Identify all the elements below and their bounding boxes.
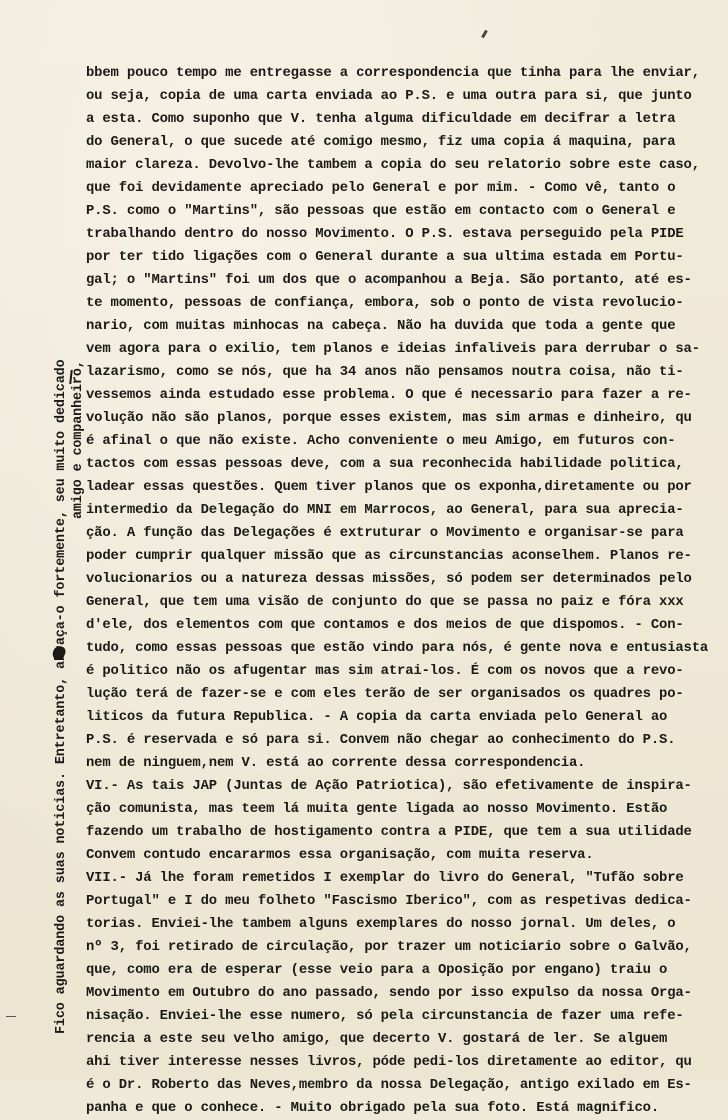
body-line: Movimento em Outubro do ano passado, sendo por isso expulso da nossa Orga- <box>86 985 692 1001</box>
body-line: é politico não os afugentar mas sim atrai-los. É com os novos que a revo- <box>86 663 684 679</box>
body-line: nem de ninguem,nem V. está ao corrente dessa correspondencia. <box>86 755 586 771</box>
margin-closing-note <box>54 44 87 1034</box>
body-line: liticos da futura Republica. - A copia da carta enviada pelo General ao <box>86 709 668 725</box>
body-line: a esta. Como suponho que V. tenha alguma dificuldade em decifrar a letra <box>86 111 676 127</box>
body-line: do General, o que sucede até comigo mesmo, fiz uma copia á maquina, para <box>86 134 676 150</box>
body-line: P.S. é reservada e só para si. Convem não chegar ao conhecimento do P.S. <box>86 732 676 748</box>
body-line: intermedio da Delegação do MNI em Marrocos, ao General, para sua aprecia- <box>86 502 684 518</box>
body-line: vem agora para o exilio, tem planos e ideias infaliveis para derrubar o sa- <box>86 341 700 357</box>
body-line: tudo, como essas pessoas que estão vindo para nós, é gente nova e entusiasta <box>86 640 709 656</box>
body-line: torias. Enviei-lhe tambem alguns exemplares do nosso jornal. Um deles, o <box>86 916 676 932</box>
body-line: nisação. Enviei-lhe esse numero, só pela circunstancia de fazer uma refe- <box>86 1008 684 1024</box>
body-line: nario, com muitas minhocas na cabeça. Não ha duvida que toda a gente que <box>86 318 676 334</box>
body-line: ahi tiver interesse nesses livros, póde pedi-los diretamente ao editor, qu <box>86 1054 692 1070</box>
margin-note-line-1: Fico aguardando as suas noticias. Entretanto, abraça-o fortemente, seu muito dedicado <box>54 359 69 1034</box>
body-line: fazendo um trabalho de hostigamento contra a PIDE, que tem a sua utilidade <box>86 824 692 840</box>
body-line: ção comunista, mas teem lá muita gente ligada ao nosso Movimento. Estão <box>86 801 668 817</box>
body-line: poder cumprir qualquer missão que as circunstancias aconselhem. Planos re- <box>86 548 692 564</box>
body-line: volucionarios ou a natureza dessas missões, só podem ser determinados pelo <box>86 571 692 587</box>
body-line: d'ele, dos elementos com que contamos e dos meios de que dispomos. - Con- <box>86 617 684 633</box>
letter-body <box>86 62 726 1120</box>
body-line: P.S. como o "Martins", são pessoas que estão em contacto com o General e <box>86 203 676 219</box>
body-line: ção. A função das Delegações é extruturar o Movimento e organisar-se para <box>86 525 684 541</box>
body-line: Portugal" e I do meu folheto "Fascismo Iberico", com as respetivas dedica- <box>86 893 692 909</box>
body-line: lazarismo, como se nós, que ha 34 anos não pensamos noutra coisa, não ti- <box>86 364 684 380</box>
body-line: VII.- Já lhe foram remetidos I exemplar do livro do General, "Tufão sobre <box>86 870 684 886</box>
body-line: panha e que o conhece. - Muito obrigado pela sua foto. Está magnifico. <box>86 1100 660 1116</box>
body-line: gal; o "Martins" foi um dos que o acompanhou a Beja. São portanto, até es- <box>86 272 692 288</box>
body-line: rencia a este seu velho amigo, que decerto V. gostará de ler. Se alguem <box>86 1031 668 1047</box>
edge-dash-mark <box>6 1016 16 1017</box>
body-line: volução não são planos, porque esses existem, mas sim armas e dinheiro, qu <box>86 410 692 426</box>
body-line: por ter tido ligações com o General durante a sua ultima estada em Portu- <box>86 249 684 265</box>
body-line: nº 3, foi retirado de circulação, por trazer um noticiario sobre o Galvão, <box>86 939 692 955</box>
body-line: que, como era de esperar (esse veio para a Oposição por engano) traiu o <box>86 962 668 978</box>
body-line: lução terá de fazer-se e com eles terão de ser organisados os quadres po- <box>86 686 684 702</box>
margin-note-line-2: amigo e companheiro, <box>70 360 86 519</box>
body-line: vessemos ainda estudado esse problema. O que é necessario para fazer a re- <box>86 387 692 403</box>
body-line: ou seja, copia de uma carta enviada ao P.S. e uma outra para si, que junto <box>86 88 692 104</box>
body-line: General, que tem uma visão de conjunto do que se passa no paiz e fóra xxx <box>86 594 684 610</box>
body-line: ladear essas questões. Quem tiver planos que os exponha,diretamente ou por <box>86 479 692 495</box>
body-line: Convem contudo encararmos essa organisação, com muita reserva. <box>86 847 594 863</box>
body-line: é o Dr. Roberto das Neves,membro da nossa Delegação, antigo exilado em Es- <box>86 1077 692 1093</box>
body-line: te momento, pessoas de confiança, embora, sob o ponto de vista revolucio- <box>86 295 684 311</box>
body-line: bbem pouco tempo me entregasse a correspondencia que tinha para lhe enviar, <box>86 65 700 81</box>
ink-mark <box>481 30 488 38</box>
body-line: que foi devidamente apreciado pelo General e por mim. - Como vê, tanto o <box>86 180 676 196</box>
body-line: VI.- As tais JAP (Juntas de Ação Patriotica), são efetivamente de inspira- <box>86 778 692 794</box>
body-line: trabalhando dentro do nosso Movimento. O P.S. estava perseguido pela PIDE <box>86 226 684 242</box>
body-line: maior clareza. Devolvo-lhe tambem a copia do seu relatorio sobre este caso, <box>86 157 700 173</box>
body-line: é afinal o que não existe. Acho conveniente o meu Amigo, em futuros con- <box>86 433 676 449</box>
body-line: tactos com essas pessoas deve, com a sua reconhecida habilidade politica, <box>86 456 684 472</box>
